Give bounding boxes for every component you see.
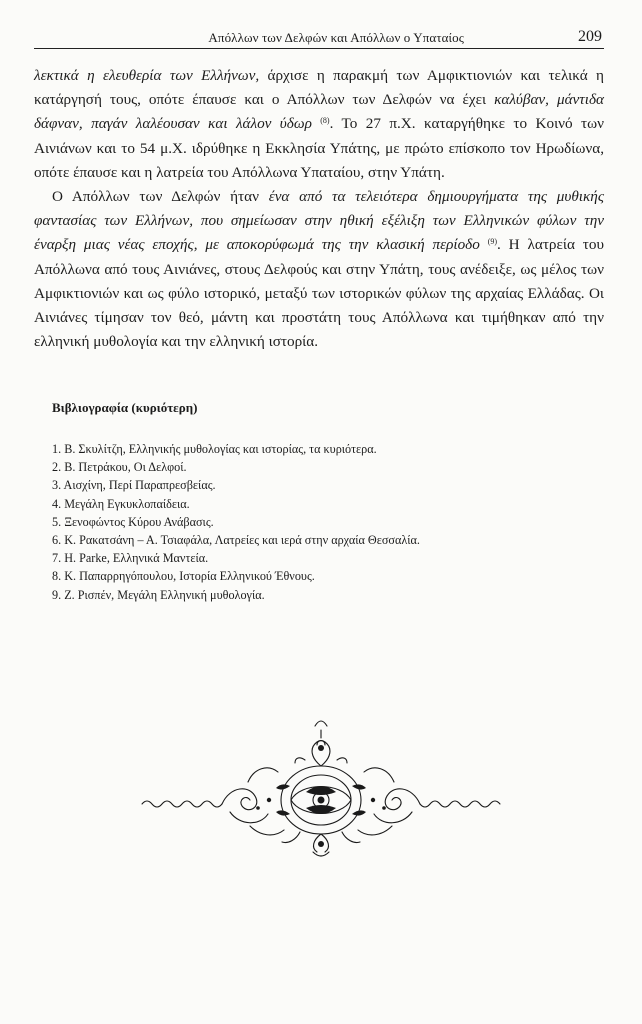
bibliography-heading: Βιβλιογραφία (κυριότερη)	[52, 400, 198, 415]
bibliography-item: 4. Μεγάλη Εγκυκλοπαίδεια.	[52, 496, 190, 511]
bibliography-item: 3. Αισχίνη, Περί Παραπρεσβείας.	[52, 478, 216, 493]
bibliography-item: 8. Κ. Παπαρρηγόπουλου, Ιστορία Ελληνικού Έθνους.	[52, 569, 315, 584]
italic-quote: καλύβαν, μάντιδα δάφναν, παγάν λαλέουσαν και λάλον ύδωρ	[34, 91, 604, 133]
bibliography-list	[52, 440, 592, 604]
italic-phrase: ένα από τα τελειότερα δημιουργήματα της μυθικής φαντασίας των Ελλήνων, που σημείωσαν στην ηθική εξέλιξη των Ελληνικών φύλων την έναρξη μιας νέας εποχής, με αποκορύφωμά της την κλασική περίοδο	[34, 188, 604, 254]
bibliography-item: 9. Ζ. Ρισπέν, Μεγάλη Ελληνική μυθολογία.	[52, 587, 265, 602]
bibliography-item: 2. Β. Πετράκου, Οι Δελφοί.	[52, 460, 187, 475]
body-text	[34, 64, 604, 354]
text-run: Ο Απόλλων των Δελφών ήταν	[52, 188, 269, 206]
running-header	[34, 26, 604, 49]
footnote-ref: (9)	[487, 237, 498, 247]
text-run: . Η λατρεία του Απόλλωνα από τους Αινιάνες, στους Δελφούς και στην Υπάτη, τους ανέδειξε, ως μέλος των Αμφικτιονιών και ως φύλο ιστορικό, μεταξύ των ιστορικών φύλων της αρχαίας Ελλάδας. Οι Αινιάνες τίμησαν τον θεό, μάντη και προστάτη τους Απόλλωνα και τιμήθηκαν από την ελληνική μυθολογία και την ελληνική ιστορία.	[34, 236, 605, 351]
page-number: 209	[578, 28, 602, 45]
running-title: Απόλλων των Δελφών και Απόλλων ο Υπαταίος	[208, 30, 464, 45]
bibliography	[52, 400, 592, 604]
bibliography-item: 6. Κ. Ρακατσάνη – Α. Τσιαφάλα, Λατρείες και ιερά στην αρχαία Θεσσαλία.	[52, 533, 420, 548]
paragraph-1	[34, 64, 604, 185]
baroque-ornament-icon	[140, 712, 502, 862]
italic-phrase: λεκτικά η ελευθερία των Ελλήνων,	[34, 67, 260, 84]
bibliography-item: 5. Ξενοφώντος Κύρου Ανάβασις.	[52, 514, 214, 529]
bibliography-item: 7. Η. Parke, Ελληνικά Μαντεία.	[52, 551, 209, 566]
text-run: . Το 27 π.Χ. καταργήθηκε το Κοινό των Αινιάνων και το 54 μ.Χ. ιδρύθηκε η Εκκλησία Υπάτης, με πρώτο επίσκοπο τον Ηρωδίωνα, οπότε έπαυσε και η λατρεία του Απόλλωνα Υπαταίου, στην Υπάτη.	[34, 115, 604, 181]
bibliography-item: 1. Β. Σκυλίτζη, Ελληνικής μυθολογίας και ιστορίας, τα κυριότερα.	[52, 442, 377, 456]
paragraph-2	[34, 185, 604, 354]
footnote-ref: (8)	[320, 116, 330, 126]
text-run: άρχισε η παρακμή των Αμφικτιονιών και τελικά η κατάργησή τους, οπότε έπαυσε και ο Απόλλων των Δελφών να έχει	[34, 67, 604, 109]
